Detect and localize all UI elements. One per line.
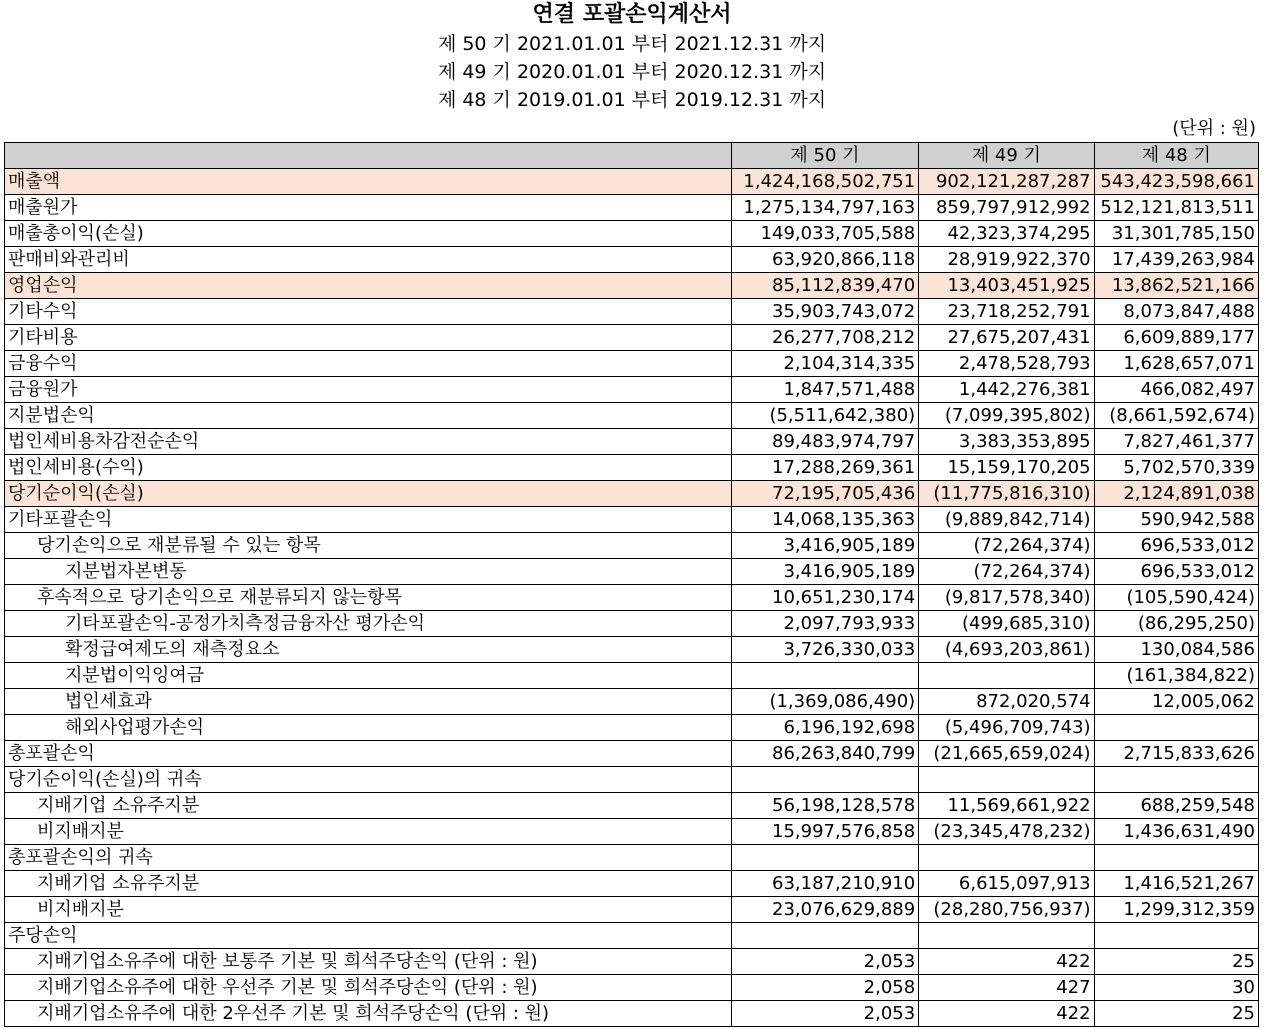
row-value: 3,383,353,895 xyxy=(919,429,1094,455)
row-value: 1,299,312,359 xyxy=(1094,897,1258,923)
table-row xyxy=(5,299,1259,325)
row-value: 2,058 xyxy=(731,975,918,1001)
row-label: 비지배지분 xyxy=(5,897,732,923)
row-label: 당기순이익(손실) xyxy=(5,481,732,507)
column-header-period-49: 제 49 기 xyxy=(919,143,1094,169)
row-value: (1,369,086,490) xyxy=(731,689,918,715)
row-value: 10,651,230,174 xyxy=(731,585,918,611)
row-value: 6,615,097,913 xyxy=(919,871,1094,897)
table-row xyxy=(5,273,1259,299)
row-label: 매출총이익(손실) xyxy=(5,221,732,247)
row-value: (72,264,374) xyxy=(919,559,1094,585)
row-value: 42,323,374,295 xyxy=(919,221,1094,247)
row-label: 지배기업소유주에 대한 우선주 기본 및 희석주당손익 (단위 : 원) xyxy=(5,975,732,1001)
row-value: 590,942,588 xyxy=(1094,507,1258,533)
row-label: 후속적으로 당기손익으로 재분류되지 않는항목 xyxy=(5,585,732,611)
row-value xyxy=(1094,923,1258,949)
row-value: 6,196,192,698 xyxy=(731,715,918,741)
row-value: 17,439,263,984 xyxy=(1094,247,1258,273)
row-value: 31,301,785,150 xyxy=(1094,221,1258,247)
row-value: 2,053 xyxy=(731,1001,918,1027)
row-value: (72,264,374) xyxy=(919,533,1094,559)
table-header-row xyxy=(5,143,1259,169)
row-label: 해외사업평가손익 xyxy=(5,715,732,741)
row-value: 512,121,813,511 xyxy=(1094,195,1258,221)
row-label: 기타포괄손익 xyxy=(5,507,732,533)
row-value: 28,919,922,370 xyxy=(919,247,1094,273)
table-row xyxy=(5,455,1259,481)
row-value: 14,068,135,363 xyxy=(731,507,918,533)
row-value xyxy=(1094,767,1258,793)
row-value: (5,496,709,743) xyxy=(919,715,1094,741)
row-label: 총포괄손익 xyxy=(5,741,732,767)
row-value xyxy=(919,923,1094,949)
row-value: 872,020,574 xyxy=(919,689,1094,715)
row-value: 23,718,252,791 xyxy=(919,299,1094,325)
table-row xyxy=(5,845,1259,871)
row-value: 13,862,521,166 xyxy=(1094,273,1258,299)
row-value: 85,112,839,470 xyxy=(731,273,918,299)
table-row xyxy=(5,715,1259,741)
row-value: 5,702,570,339 xyxy=(1094,455,1258,481)
row-value: 1,436,631,490 xyxy=(1094,819,1258,845)
column-header-label xyxy=(5,143,732,169)
table-row xyxy=(5,897,1259,923)
row-value: 688,259,548 xyxy=(1094,793,1258,819)
row-value: 6,609,889,177 xyxy=(1094,325,1258,351)
row-value: 1,847,571,488 xyxy=(731,377,918,403)
row-label: 영업손익 xyxy=(5,273,732,299)
row-label: 법인세효과 xyxy=(5,689,732,715)
table-row xyxy=(5,819,1259,845)
unit-label: (단위 : 원) xyxy=(1172,118,1256,139)
row-value: 26,277,708,212 xyxy=(731,325,918,351)
row-value: 89,483,974,797 xyxy=(731,429,918,455)
row-label: 당기손익으로 재분류될 수 있는 항목 xyxy=(5,533,732,559)
row-value: 17,288,269,361 xyxy=(731,455,918,481)
row-value: 2,124,891,038 xyxy=(1094,481,1258,507)
table-row xyxy=(5,1001,1259,1027)
row-value: 422 xyxy=(919,1001,1094,1027)
table-row xyxy=(5,975,1259,1001)
table-row xyxy=(5,533,1259,559)
row-label: 매출액 xyxy=(5,169,732,195)
row-value: 7,827,461,377 xyxy=(1094,429,1258,455)
row-label: 주당손익 xyxy=(5,923,732,949)
row-value: (21,665,659,024) xyxy=(919,741,1094,767)
row-value: 23,076,629,889 xyxy=(731,897,918,923)
row-label: 금융원가 xyxy=(5,377,732,403)
row-value: 63,187,210,910 xyxy=(731,871,918,897)
table-row xyxy=(5,169,1259,195)
row-label: 지배기업소유주에 대한 2우선주 기본 및 희석주당손익 (단위 : 원) xyxy=(5,1001,732,1027)
period-line: 제 49 기 2020.01.01 부터 2020.12.31 까지 xyxy=(437,61,827,83)
table-row xyxy=(5,351,1259,377)
row-value: 149,033,705,588 xyxy=(731,221,918,247)
statement-header xyxy=(0,0,1264,114)
row-value: (8,661,592,674) xyxy=(1094,403,1258,429)
row-label: 지배기업소유주에 대한 보통주 기본 및 희석주당손익 (단위 : 원) xyxy=(5,949,732,975)
row-value: (11,775,816,310) xyxy=(919,481,1094,507)
row-value: 86,263,840,799 xyxy=(731,741,918,767)
row-value: (5,511,642,380) xyxy=(731,403,918,429)
row-value: 35,903,743,072 xyxy=(731,299,918,325)
table-row xyxy=(5,663,1259,689)
row-label: 당기순이익(손실)의 귀속 xyxy=(5,767,732,793)
row-label: 지분법이익잉여금 xyxy=(5,663,732,689)
row-value: 2,104,314,335 xyxy=(731,351,918,377)
income-statement-table xyxy=(4,142,1259,1027)
table-row xyxy=(5,377,1259,403)
row-value: (4,693,203,861) xyxy=(919,637,1094,663)
row-value: 3,416,905,189 xyxy=(731,533,918,559)
row-value: 1,442,276,381 xyxy=(919,377,1094,403)
row-value: (28,280,756,937) xyxy=(919,897,1094,923)
row-value: 543,423,598,661 xyxy=(1094,169,1258,195)
statement-title: 연결 포괄손익계산서 xyxy=(532,2,732,27)
table-row xyxy=(5,689,1259,715)
row-label: 법인세비용차감전순손익 xyxy=(5,429,732,455)
table-row xyxy=(5,221,1259,247)
period-line: 제 48 기 2019.01.01 부터 2019.12.31 까지 xyxy=(437,89,827,111)
table-row xyxy=(5,247,1259,273)
row-label: 비지배지분 xyxy=(5,819,732,845)
table-row xyxy=(5,195,1259,221)
table-row xyxy=(5,585,1259,611)
row-value xyxy=(731,845,918,871)
row-value: 2,715,833,626 xyxy=(1094,741,1258,767)
row-value xyxy=(1094,715,1258,741)
column-header-period-50: 제 50 기 xyxy=(731,143,918,169)
row-label: 기타포괄손익-공정가치측정금융자산 평가손익 xyxy=(5,611,732,637)
row-label: 지배기업 소유주지분 xyxy=(5,871,732,897)
row-value: 15,159,170,205 xyxy=(919,455,1094,481)
row-label: 지배기업 소유주지분 xyxy=(5,793,732,819)
row-value: 3,726,330,033 xyxy=(731,637,918,663)
row-value: (9,889,842,714) xyxy=(919,507,1094,533)
row-value: 2,097,793,933 xyxy=(731,611,918,637)
row-value xyxy=(731,663,918,689)
row-value: 466,082,497 xyxy=(1094,377,1258,403)
row-label: 판매비와관리비 xyxy=(5,247,732,273)
row-value: 1,416,521,267 xyxy=(1094,871,1258,897)
row-value: 696,533,012 xyxy=(1094,559,1258,585)
row-value: 25 xyxy=(1094,949,1258,975)
row-value: (161,384,822) xyxy=(1094,663,1258,689)
table-row xyxy=(5,611,1259,637)
row-value: 13,403,451,925 xyxy=(919,273,1094,299)
row-label: 총포괄손익의 귀속 xyxy=(5,845,732,871)
row-value xyxy=(731,923,918,949)
row-value xyxy=(919,767,1094,793)
row-value: 1,628,657,071 xyxy=(1094,351,1258,377)
row-value xyxy=(919,845,1094,871)
table-row xyxy=(5,767,1259,793)
row-value xyxy=(731,767,918,793)
column-header-period-48: 제 48 기 xyxy=(1094,143,1258,169)
row-value: (499,685,310) xyxy=(919,611,1094,637)
table-row xyxy=(5,793,1259,819)
row-value: 63,920,866,118 xyxy=(731,247,918,273)
row-value: 130,084,586 xyxy=(1094,637,1258,663)
row-label: 매출원가 xyxy=(5,195,732,221)
table-row xyxy=(5,741,1259,767)
row-value: 859,797,912,992 xyxy=(919,195,1094,221)
table-row xyxy=(5,559,1259,585)
row-value: 15,997,576,858 xyxy=(731,819,918,845)
table-row xyxy=(5,923,1259,949)
table-row xyxy=(5,949,1259,975)
row-value: 8,073,847,488 xyxy=(1094,299,1258,325)
period-line: 제 50 기 2021.01.01 부터 2021.12.31 까지 xyxy=(437,33,827,55)
row-value: 2,478,528,793 xyxy=(919,351,1094,377)
row-value xyxy=(919,663,1094,689)
row-value: 1,424,168,502,751 xyxy=(731,169,918,195)
row-value: 427 xyxy=(919,975,1094,1001)
row-value xyxy=(1094,845,1258,871)
row-label: 확정급여제도의 재측정요소 xyxy=(5,637,732,663)
table-row xyxy=(5,325,1259,351)
row-value: (105,590,424) xyxy=(1094,585,1258,611)
row-value: 72,195,705,436 xyxy=(731,481,918,507)
row-label: 법인세비용(수익) xyxy=(5,455,732,481)
row-value: 3,416,905,189 xyxy=(731,559,918,585)
table-row xyxy=(5,429,1259,455)
row-value: 902,121,287,287 xyxy=(919,169,1094,195)
table-row xyxy=(5,403,1259,429)
row-value: 422 xyxy=(919,949,1094,975)
row-value: (7,099,395,802) xyxy=(919,403,1094,429)
row-value: (9,817,578,340) xyxy=(919,585,1094,611)
table-row xyxy=(5,871,1259,897)
row-value: 11,569,661,922 xyxy=(919,793,1094,819)
row-label: 기타수익 xyxy=(5,299,732,325)
row-value: 25 xyxy=(1094,1001,1258,1027)
row-label: 지분법자본변동 xyxy=(5,559,732,585)
row-label: 금융수익 xyxy=(5,351,732,377)
row-value: 12,005,062 xyxy=(1094,689,1258,715)
row-value: 56,198,128,578 xyxy=(731,793,918,819)
row-value: 27,675,207,431 xyxy=(919,325,1094,351)
table-row xyxy=(5,637,1259,663)
row-value: (23,345,478,232) xyxy=(919,819,1094,845)
row-label: 기타비용 xyxy=(5,325,732,351)
row-value: 696,533,012 xyxy=(1094,533,1258,559)
table-row xyxy=(5,507,1259,533)
row-label: 지분법손익 xyxy=(5,403,732,429)
table-row xyxy=(5,481,1259,507)
row-value: (86,295,250) xyxy=(1094,611,1258,637)
row-value: 2,053 xyxy=(731,949,918,975)
row-value: 30 xyxy=(1094,975,1258,1001)
row-value: 1,275,134,797,163 xyxy=(731,195,918,221)
